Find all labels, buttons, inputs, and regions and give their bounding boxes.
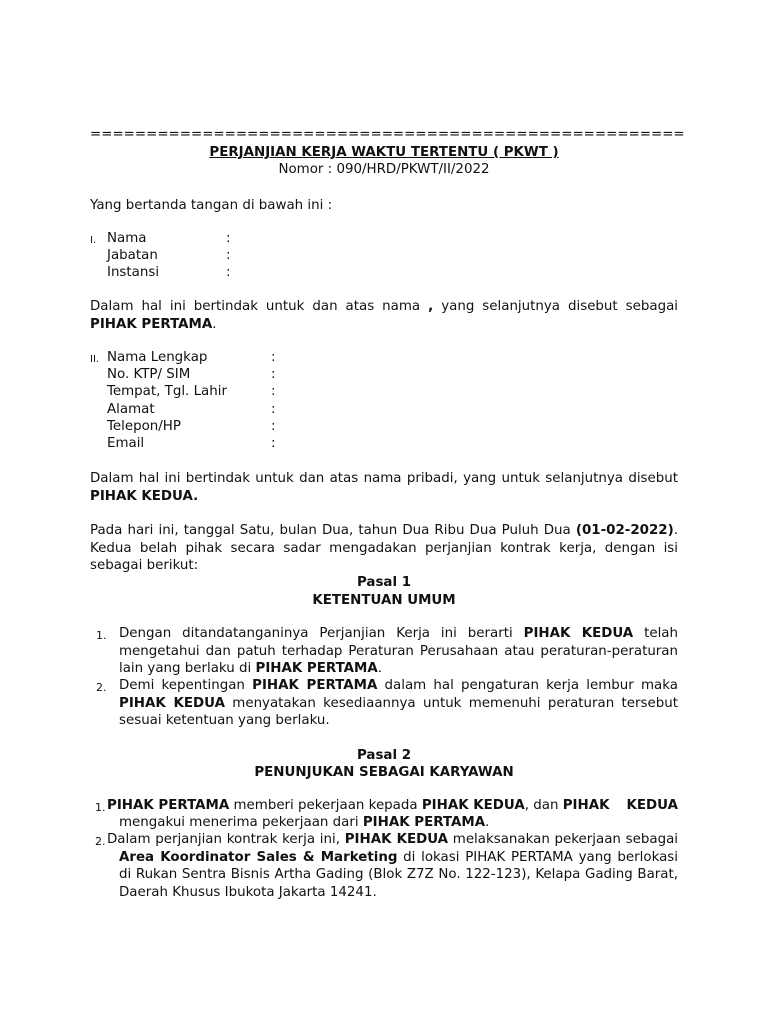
pasal2-item1-number: 1. — [95, 801, 106, 814]
party2-label-email: Email — [107, 436, 145, 451]
pasal1-item1-text: Dengan ditandatanganinya Perjanjian Kerja ini berarti PIHAK KEDUA telah mengetahui dan patuh terhadap Peraturan Perusahaan atau peraturan-peraturan lain yang berlaku di PIHAK PERTAMA. — [119, 626, 678, 676]
intro-text: Yang bertanda tangan di bawah ini : — [90, 198, 333, 213]
pasal1-subheading: KETENTUAN UMUM — [312, 593, 456, 608]
party2-label-nama: Nama Lengkap — [107, 350, 208, 365]
pasal1-item2-text: Demi kepentingan PIHAK PERTAMA dalam hal pengaturan kerja lembur maka PIHAK KEDUA menyatakan kesediaannya untuk memenuhi peraturan tersebut sesuai ketentuan yang berlaku. — [119, 678, 678, 728]
party1-label-jabatan: Jabatan — [107, 248, 158, 263]
party2-colon-alamat: : — [271, 402, 276, 417]
party2-colon-ttl: : — [271, 384, 276, 399]
party2-colon-email: : — [271, 436, 276, 451]
pasal1-item1-number: 1. — [96, 629, 107, 642]
party1-colon-instansi: : — [226, 265, 231, 280]
pasal2-item1-line2: mengakui menerima pekerjaan dari PIHAK PERTAMA. — [119, 815, 490, 830]
party2-colon-telepon: : — [271, 419, 276, 434]
party2-numeral: II. — [90, 354, 100, 365]
party2-label-ttl: Tempat, Tgl. Lahir — [107, 384, 227, 399]
pasal2-heading: Pasal 2 — [356, 748, 412, 763]
pasal1-heading: Pasal 1 — [356, 575, 412, 590]
party2-statement: Dalam hal ini bertindak untuk dan atas nama pribadi, yang untuk selanjutnya disebut PIHAK KEDUA. — [90, 471, 678, 504]
document-number: Nomor : 090/HRD/PKWT/II/2022 — [278, 162, 490, 177]
party1-colon-nama: : — [226, 231, 231, 246]
pasal2-item1-line1: PIHAK PERTAMA memberi pekerjaan kepada PIHAK KEDUA, dan PIHAK KEDUA — [107, 798, 678, 813]
pasal1-item2-number: 2. — [96, 681, 107, 694]
party1-label-nama: Nama — [107, 231, 147, 246]
party1-label-instansi: Instansi — [107, 265, 160, 280]
party1-numeral: I. — [90, 235, 97, 246]
document-title: PERJANJIAN KERJA WAKTU TERTENTU ( PKWT ) — [209, 145, 559, 160]
party2-colon-nama: : — [271, 350, 276, 365]
party2-label-telepon: Telepon/HP — [107, 419, 181, 434]
party2-colon-ktp: : — [271, 367, 276, 382]
header-rule: ===================================================== — [90, 127, 685, 142]
pasal2-item2-text: Dalam perjanjian kontrak kerja ini, PIHAK KEDUA melaksanakan pekerjaan sebagai Area Koordinator Sales & Marketing di lokasi PIHAK PERTAMA yang berlokasi di Rukan Sentra Bisnis Artha Gading (Blok Z7Z No. 122-123), Kelapa Gading Barat, Daerah Khusus Ibukota Jakarta 14241. — [107, 832, 678, 900]
date-paragraph: Pada hari ini, tanggal Satu, bulan Dua, tahun Dua Ribu Dua Puluh Dua (01-02-2022). Kedua belah pihak secara sadar mengadakan perjanjian kontrak kerja, dengan isi sebagai berikut: — [90, 523, 678, 573]
party2-label-ktp: No. KTP/ SIM — [107, 367, 191, 382]
party1-colon-jabatan: : — [226, 248, 231, 263]
pasal2-item2-number: 2. — [95, 835, 106, 848]
party2-label-alamat: Alamat — [107, 402, 155, 417]
party1-statement: Dalam hal ini bertindak untuk dan atas nama , yang selanjutnya disebut sebagai PIHAK PERTAMA. — [90, 299, 678, 332]
pasal2-subheading: PENUNJUKAN SEBAGAI KARYAWAN — [254, 765, 514, 780]
